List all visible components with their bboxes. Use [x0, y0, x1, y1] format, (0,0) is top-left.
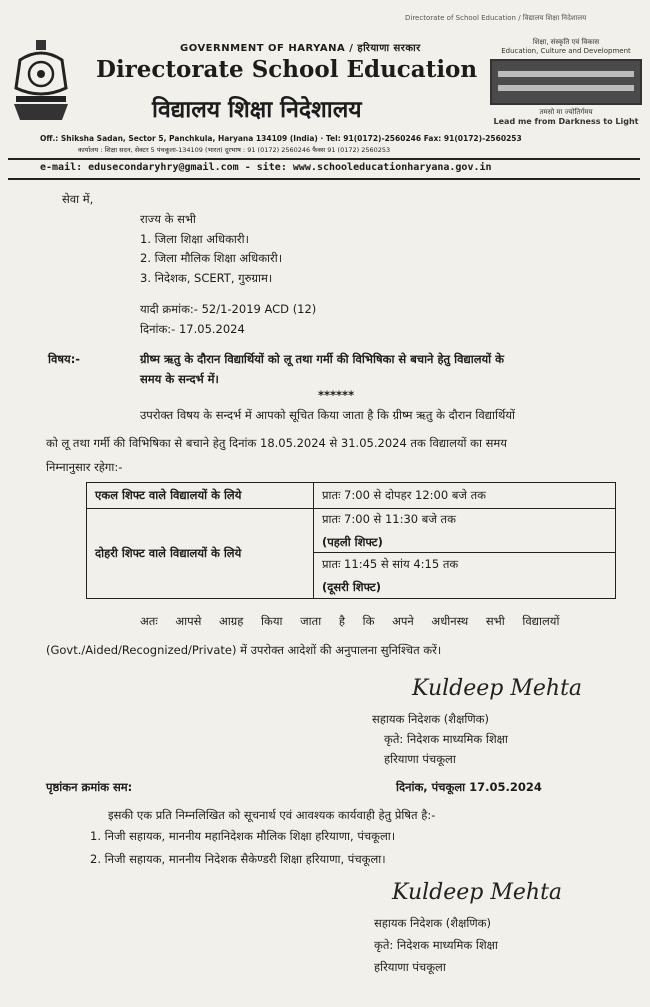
- endorsement-item-2: 2. निजी सहायक, माननीय निदेशक सैकेण्डरी शिक्षा हरियाणा, पंचकूला।: [90, 852, 386, 866]
- letter-date: दिनांक:- 17.05.2024: [140, 322, 245, 336]
- second-shift-cell: [314, 553, 616, 599]
- to-intro: राज्य के सभी: [140, 212, 196, 226]
- subject-label: विषय:-: [48, 352, 81, 366]
- sign1-title-3: हरियाणा पंचकूला: [384, 752, 456, 766]
- signature-1: Kuldeep Mehta: [412, 676, 583, 701]
- sign2-title-2: कृते: निदेशक माध्यमिक शिक्षा: [374, 938, 498, 952]
- endorsement-label: पृष्ठांकन क्रमांक सम:: [46, 780, 133, 794]
- address-en: Off.: Shiksha Sadan, Sector 5, Panchkula, Haryana 134109 (India) · Tel: 91(0172)-2560246 Fax: 91(0172)-2560253: [40, 134, 522, 143]
- email-site-line: e-mail: edusecondaryhry@gmail.com - site: www.schooleducationharyana.gov.in: [40, 162, 492, 173]
- signature-2: Kuldeep Mehta: [392, 880, 563, 905]
- header-topline: Directorate of School Education / विद्यालय शिक्षा निदेशालय: [405, 14, 587, 22]
- single-shift-time: प्रातः 7:00 से दोपहर 12:00 बजे तक: [314, 483, 616, 509]
- salutation: सेवा में,: [62, 192, 94, 206]
- sign2-title-3: हरियाणा पंचकूला: [374, 960, 446, 974]
- second-shift-time: प्रातः 11:45 से सांय 4:15 तक: [322, 556, 459, 571]
- header-divider: [8, 158, 640, 160]
- recipient-1: 1. जिला शिक्षा अधिकारी।: [140, 232, 249, 246]
- body-line-2: को लू तथा गर्मी की विभिषिका से बचाने हेतु दिनांक 18.05.2024 से 31.05.2024 तक विद्यालयों का समय: [46, 436, 507, 450]
- schedule-table: [86, 482, 616, 599]
- separator: ******: [318, 388, 355, 402]
- right-logo-block: [490, 38, 642, 126]
- second-shift-name: (दूसरी शिफ्ट): [322, 579, 381, 594]
- motto-hi: तमसो मा ज्योतिर्गमय: [539, 108, 593, 116]
- motto-en: Lead me from Darkness to Light: [493, 117, 639, 126]
- right-logo-line2: Education, Culture and Development: [501, 47, 631, 55]
- directorate-title-hi: विद्यालय शिक्षा निदेशालय: [152, 97, 362, 123]
- sign1-title-1: सहायक निदेशक (शैक्षणिक): [372, 712, 489, 726]
- endorsement-intro: इसकी एक प्रति निम्नलिखित को सूचनार्थ एवं आवश्यक कार्यवाही हेतु प्रेषित है:-: [108, 808, 436, 822]
- header-divider-bottom: [8, 178, 640, 180]
- body-line-3: निम्नानुसार रहेगा:-: [46, 460, 123, 474]
- subject-line-1: ग्रीष्म ऋतु के दौरान विद्यार्थियों को लू तथा गर्मी की विभिषिका से बचाने हेतु विद्यालयों के: [140, 352, 504, 366]
- sign1-title-2: कृते: निदेशक माध्यमिक शिक्षा: [384, 732, 508, 746]
- scert-logo-icon: [490, 59, 642, 105]
- first-shift-cell: [314, 509, 616, 553]
- first-shift-name: (पहली शिफ्ट): [322, 534, 383, 549]
- double-shift-label: दोहरी शिफ्ट वाले विद्यालयों के लिये: [87, 509, 314, 599]
- subject-line-2: समय के सन्दर्भ में।: [140, 372, 219, 386]
- body-line-1: उपरोक्त विषय के सन्दर्भ में आपको सूचित किया जाता है कि ग्रीष्म ऋतु के दौरान विद्यार्थियों: [140, 408, 516, 422]
- request-line-1: अतः आपसे आग्रह किया जाता है कि अपने अधीनस्थ सभी विद्यालयों: [140, 614, 560, 628]
- reference-number: यादी क्रमांक:- 52/1-2019 ACD (12): [140, 302, 317, 316]
- single-shift-label: एकल शिफ्ट वाले विद्यालयों के लिये: [87, 483, 314, 509]
- endorsement-item-1: 1. निजी सहायक, माननीय महानिदेशक मौलिक शिक्षा हरियाणा, पंचकूला।: [90, 829, 396, 843]
- haryana-emblem-icon: [6, 38, 76, 124]
- request-line-2: (Govt./Aided/Recognized/Private) में उपरोक्त आदेशों की अनुपालना सुनिश्चित करें।: [46, 643, 442, 657]
- address-hi: कार्यालय : शिक्षा सदन, सेक्टर 5 पंचकूला-134109 (भारत) दूरभाष : 91 (0172) 2560246 फैक्स 91 (0172) 2560253: [78, 146, 391, 154]
- recipient-3: 3. निदेशक, SCERT, गुरुग्राम।: [140, 271, 273, 285]
- first-shift-time: प्रातः 7:00 से 11:30 बजे तक: [322, 511, 456, 526]
- recipient-2: 2. जिला मौलिक शिक्षा अधिकारी।: [140, 251, 283, 265]
- right-logo-line1: शिक्षा, संस्कृति एवं विकास: [532, 38, 600, 46]
- sign2-title-1: सहायक निदेशक (शैक्षणिक): [374, 916, 491, 930]
- endorsement-date: दिनांक, पंचकूला 17.05.2024: [396, 780, 542, 794]
- government-label: GOVERNMENT OF HARYANA / हरियाणा सरकार: [180, 43, 421, 54]
- directorate-title-en: Directorate School Education: [96, 56, 478, 83]
